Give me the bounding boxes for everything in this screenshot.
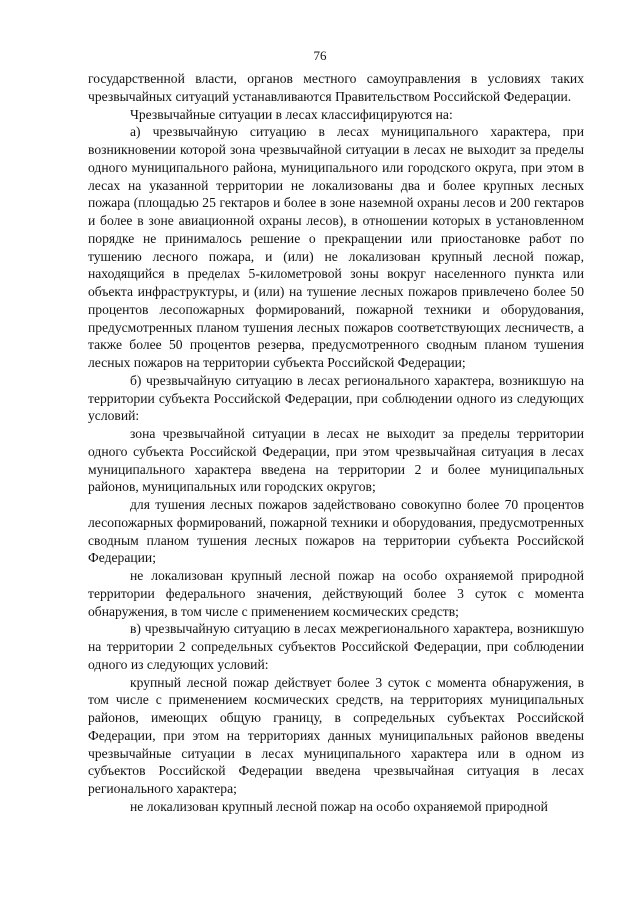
paragraph-item-v-interregional: в) чрезвычайную ситуацию в лесах межрегионального характера, возникшую на территории 2 сопредельных субъектов Российской Федерации, при соблюдении одного из следующих условий:	[88, 621, 584, 672]
document-body	[88, 70, 584, 816]
paragraph-classification-intro: Чрезвычайные ситуации в лесах классифицируются на:	[130, 106, 453, 122]
page-number: 76	[313, 48, 327, 63]
paragraph-regional-condition-1: зона чрезвычайной ситуации в лесах не выходит за пределы территории одного субъекта Российской Федерации, при этом чрезвычайная ситуация в лесах муниципального характера введена на территории 2 и более муниципальных районов, муниципальных или городских округов;	[88, 426, 584, 495]
paragraph-regional-condition-3: не локализован крупный лесной пожар на особо охраняемой природной территории федерального значения, действующий более 3 суток с момента обнаружения, в том числе с применением космических средств;	[88, 568, 584, 619]
paragraph-interregional-condition-1: крупный лесной пожар действует более 3 суток с момента обнаружения, в том числе с применением космических средств, на территориях муниципальных районов, имеющих общую границу, в сопредельных субъектах Российской Федерации, при этом на территориях данных муниципальных районов введены чрезвычайные ситуации в лесах муниципального характера или в одном из субъектов Российской Федерации введена чрезвычайная ситуация в лесах регионального характера;	[88, 674, 584, 796]
paragraph-item-a-municipal: а) чрезвычайную ситуацию в лесах муниципального характера, при возникновении которой зона чрезвычайной ситуации в лесах не выходит за пределы одного муниципального района, муниципального или городского округа, при этом в лесах на указанной территории не локализованы два и более крупных лесных пожара (площадью 25 гектаров и более в зоне наземной охраны лесов и 200 гектаров и более в зоне авиационной охраны лесов), в отношении которых в установленном порядке не принималось решение о прекращении или приостановке работ по тушению лесного пожара, и (или) не локализован крупный лесной пожар, находящийся в пределах 5-километровой зоны вокруг населенного пункта или объекта инфраструктуры, и (или) на тушение лесных пожаров привлечено более 50 процентов лесопожарных формирований, пожарной техники и оборудования, предусмотренных планом тушения лесных пожаров соответствующих лесничеств, а также более 50 процентов резерва, предусмотренного сводным планом тушения лесных пожаров на территории субъекта Российской Федерации;	[88, 124, 584, 370]
paragraph-continuation: государственной власти, органов местного самоуправления в условиях таких чрезвычайных ситуаций устанавливаются Правительством Российской Федерации.	[88, 71, 584, 104]
paragraph-interregional-condition-2: не локализован крупный лесной пожар на особо охраняемой природной	[130, 798, 548, 814]
paragraph-regional-condition-2: для тушения лесных пожаров задействовано совокупно более 70 процентов лесопожарных формирований, пожарной техники и оборудования, предусмотренных сводным планом тушения лесных пожаров на территории субъекта Российской Федерации;	[88, 497, 584, 566]
paragraph-item-b-regional: б) чрезвычайную ситуацию в лесах регионального характера, возникшую на территории субъекта Российской Федерации, при соблюдении одного из следующих условий:	[88, 372, 584, 424]
